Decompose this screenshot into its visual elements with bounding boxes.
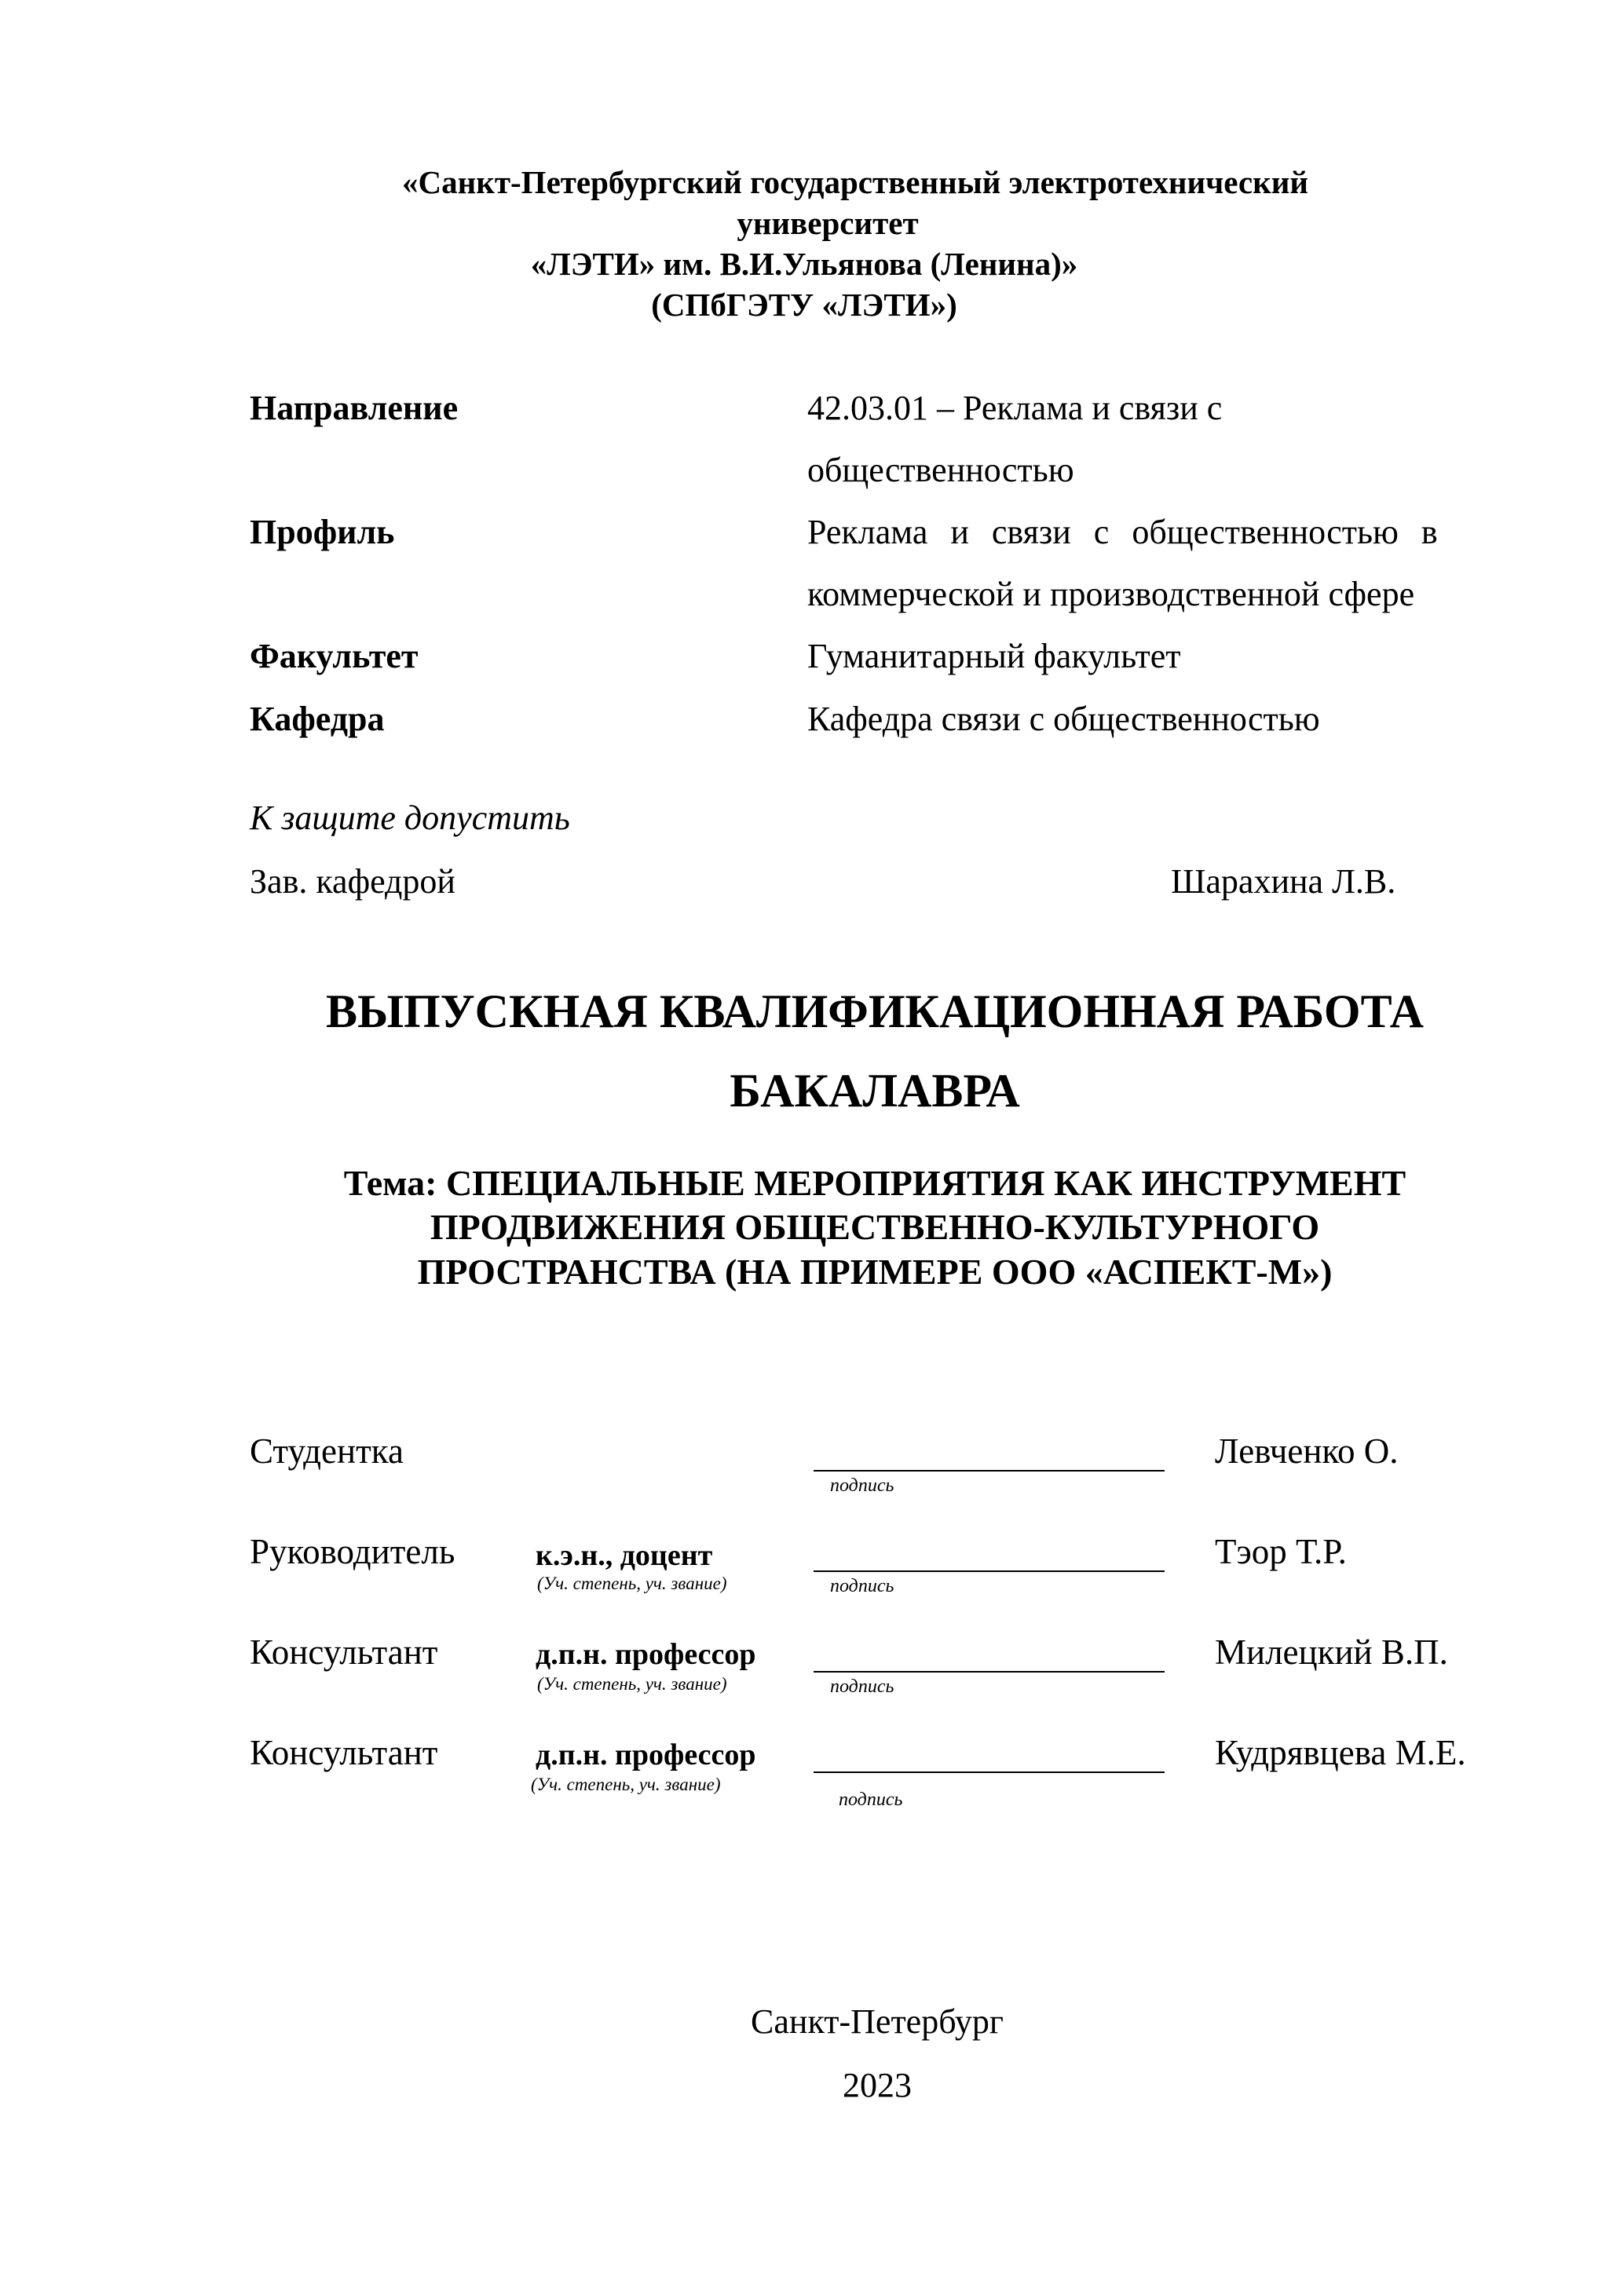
approval-name: Шарахина Л.В. bbox=[1171, 862, 1396, 901]
approval-title: К защите допустить bbox=[250, 799, 570, 837]
profile-value-line1 bbox=[807, 515, 1506, 550]
direction-value-line1: 42.03.01 – Реклама и связи с bbox=[807, 389, 1223, 427]
signature-caption: подпись bbox=[830, 1676, 894, 1697]
topic-line3: ПРОСТРАНСТВА (НА ПРИМЕРЕ ООО «АСПЕКТ-М») bbox=[417, 1252, 1333, 1292]
topic-line2: ПРОДВИЖЕНИЯ ОБЩЕСТВЕННО-КУЛЬТУРНОГО bbox=[430, 1207, 1320, 1247]
profile-label: Профиль bbox=[250, 513, 395, 551]
signature-role-consultant-1: Консультант bbox=[250, 1632, 438, 1672]
degree-caption: (Уч. степень, уч. звание) bbox=[537, 1574, 727, 1593]
degree-caption: (Уч. степень, уч. звание) bbox=[537, 1674, 727, 1694]
signature-line-consultant-1 bbox=[814, 1671, 1165, 1673]
department-label: Кафедра bbox=[250, 700, 385, 738]
signature-name-consultant-2: Кудрявцева М.Е. bbox=[1215, 1733, 1466, 1772]
footer-city: Санкт-Петербург bbox=[751, 2002, 1004, 2041]
signature-caption: подпись bbox=[830, 1475, 894, 1496]
signature-role-student: Студентка bbox=[250, 1431, 404, 1471]
signature-caption: подпись bbox=[830, 1576, 894, 1596]
signature-line-supervisor bbox=[814, 1570, 1165, 1572]
consultant-2-degree: д.п.н. профессор bbox=[536, 1738, 756, 1771]
direction-label: Направление bbox=[250, 389, 459, 427]
signature-caption: подпись bbox=[839, 1790, 903, 1810]
university-abbreviation: (СПбГЭТУ «ЛЭТИ») bbox=[651, 287, 957, 323]
faculty-value: Гуманитарный факультет bbox=[807, 637, 1181, 675]
department-value: Кафедра связи с общественностью bbox=[807, 700, 1320, 738]
consultant-1-degree: д.п.н. профессор bbox=[536, 1638, 756, 1671]
university-name-line3: «ЛЭТИ» им. В.И.Ульянова (Ленина)» bbox=[530, 246, 1078, 282]
profile-value-text: Реклама и связи с общественностью в bbox=[807, 513, 1438, 551]
direction-value-line2: общественностью bbox=[807, 451, 1074, 489]
degree-caption: (Уч. степень, уч. звание) bbox=[531, 1775, 721, 1794]
signature-line-student bbox=[814, 1470, 1165, 1472]
faculty-label: Факультет bbox=[250, 637, 419, 675]
university-name-line2: университет bbox=[737, 205, 919, 241]
profile-value-line2: коммерческой и производственной сфере bbox=[807, 575, 1415, 613]
university-name-line1: «Санкт-Петербургский государственный электротехнический bbox=[402, 164, 1308, 200]
title-line2: БАКАЛАВРА bbox=[730, 1065, 1020, 1117]
signature-line-consultant-2 bbox=[814, 1771, 1165, 1773]
signature-role-supervisor: Руководитель bbox=[250, 1532, 455, 1571]
title-line1: ВЫПУСКНАЯ КВАЛИФИКАЦИОННАЯ РАБОТА bbox=[326, 985, 1424, 1037]
topic-line1: Тема: СПЕЦИАЛЬНЫЕ МЕРОПРИЯТИЯ КАК ИНСТРУМЕНТ bbox=[343, 1163, 1406, 1203]
footer-year: 2023 bbox=[843, 2066, 912, 2104]
signature-name-consultant-1: Милецкий В.П. bbox=[1215, 1632, 1448, 1672]
approval-role: Зав. кафедрой bbox=[250, 862, 455, 901]
signature-role-consultant-2: Консультант bbox=[250, 1733, 438, 1772]
signature-name-supervisor: Тэор Т.Р. bbox=[1215, 1532, 1347, 1571]
signature-name-student: Левченко О. bbox=[1215, 1431, 1399, 1471]
supervisor-degree: к.э.н., доцент bbox=[536, 1539, 713, 1572]
